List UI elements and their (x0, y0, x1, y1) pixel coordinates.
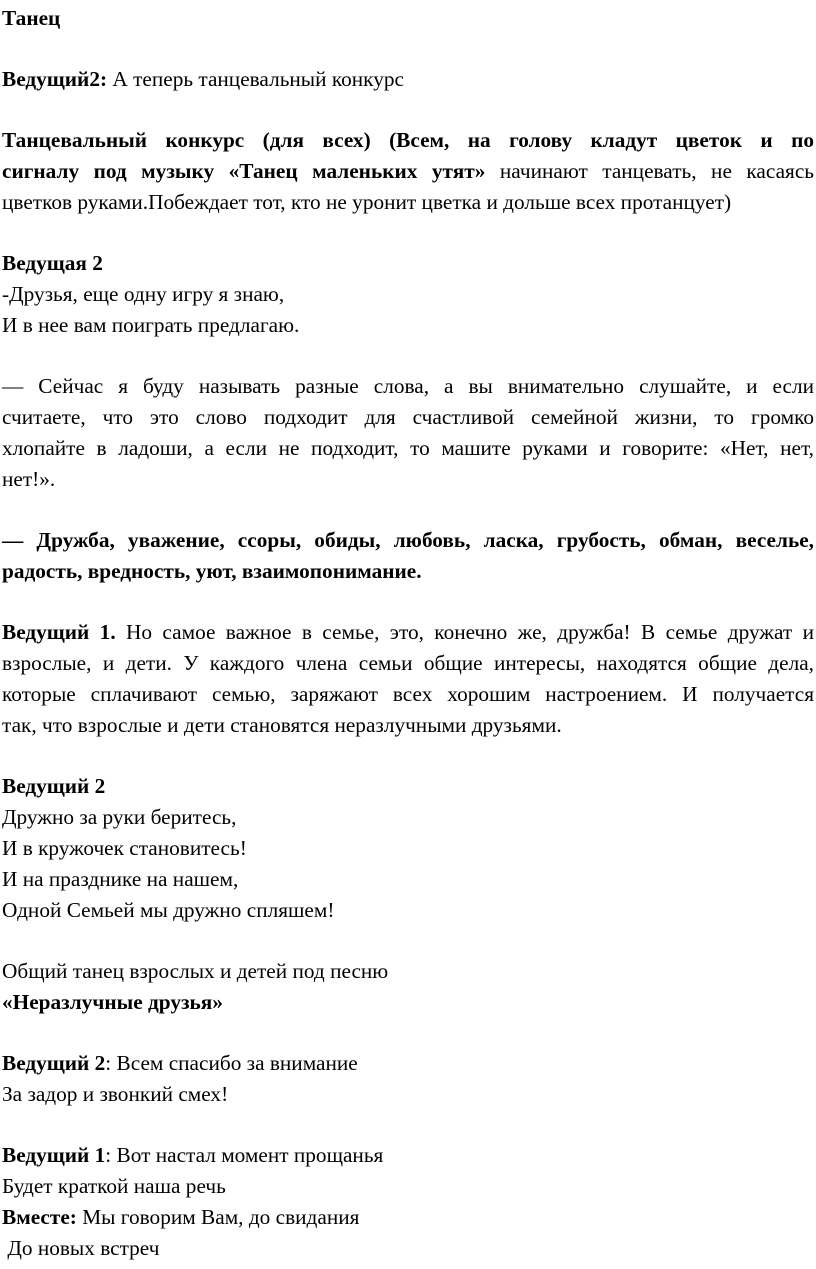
verse-line: И на празднике на нашем, (2, 867, 239, 891)
host1-farewell-line-1: Ведущий 1: Вот настал момент прощанья (2, 1143, 384, 1167)
dance-note: Общий танец взрослых и детей под песню (2, 959, 389, 983)
host2-thanks-line-1: Ведущий 2: Всем спасибо за внимание (2, 1051, 358, 1075)
game-rules-line-2: считаете, что это слово подходит для счастливой семейной жизни, то громко (2, 405, 814, 429)
verse-line: Одной Семьей мы дружно спляшем! (2, 898, 335, 922)
game-rules-line-3: хлопайте в ладоши, а если не подходит, то машите руками и говорите: «Нет, нет, (2, 436, 814, 460)
final-line: До новых встреч (2, 1236, 160, 1260)
game-rules-line-4: нет!». (2, 467, 56, 491)
host1-line-3: которые сплачивают семью, заряжают всех хорошим настроением. И получается (2, 682, 814, 706)
game-rules-line-1: — Сейчас я буду называть разные слова, а вы внимательно слушайте, и если (2, 374, 814, 398)
verse-line: И в нее вам поиграть предлагаю. (2, 313, 300, 337)
host1-line-1: Ведущий 1. Но самое важное в семье, это, конечно же, дружба! В семье дружат и (2, 620, 814, 644)
song-title: «Неразлучные друзья» (2, 990, 223, 1014)
verse-line: И в кружочек становитесь! (2, 836, 247, 860)
host1-line-2: взрослые, и дети. У каждого члена семьи общие интересы, находятся общие дела, (2, 651, 814, 675)
contest-line-1: Танцевальный конкурс (для всех) (Всем, на голову кладут цветок и по (2, 128, 814, 152)
speaker-label: Ведущий2: (2, 67, 108, 91)
word-list-line-2: радость, вредность, уют, взаимопонимание. (2, 559, 422, 583)
document-title: Танец (2, 6, 61, 30)
paragraph-host2-intro: Ведущий2: А теперь танцевальный конкурс (2, 67, 404, 91)
contest-line-2: сигналу под музыку «Танец маленьких утят» начинают танцевать, не касаясь (2, 159, 814, 183)
word-list-line-1: — Дружба, уважение, ссоры, обиды, любовь, ласка, грубость, обман, веселье, (2, 528, 814, 552)
speaker-heading: Ведущая 2 (2, 251, 103, 275)
speaker-heading: Ведущий 2 (2, 774, 106, 798)
host2-thanks-line-2: За задор и звонкий смех! (2, 1082, 229, 1106)
together-line: Вместе: Мы говорим Вам, до свидания (2, 1205, 360, 1229)
host1-line-4: так, что взрослые и дети становятся неразлучными друзьями. (2, 713, 562, 737)
host1-farewell-line-2: Будет краткой наша речь (2, 1174, 226, 1198)
verse-line: Дружно за руки беритесь, (2, 805, 237, 829)
contest-line-3: цветков руками.Побеждает тот, кто не уронит цветка и дольше всех протанцует) (2, 190, 732, 214)
verse-line: -Друзья, еще одну игру я знаю, (2, 282, 285, 306)
